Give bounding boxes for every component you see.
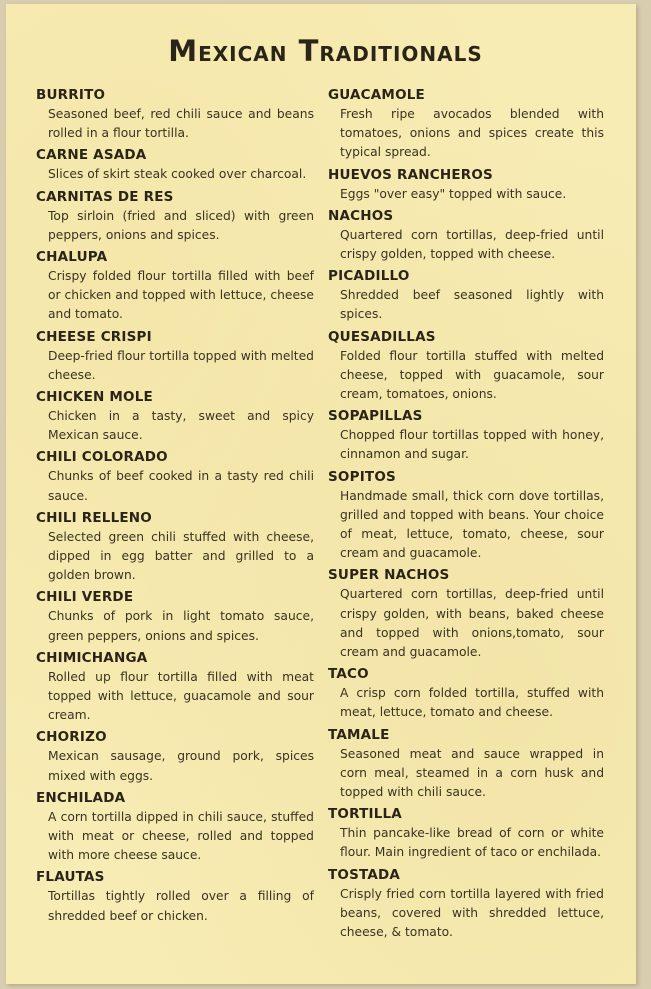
menu-item-name: PICADILLO [328,268,410,285]
menu-item-name: TACO [328,666,369,683]
menu-item-name: CHALUPA [36,249,108,266]
menu-item [36,728,314,785]
menu-item-name: BURRITO [36,87,106,103]
menu-item [328,468,604,564]
menu-item-description: A corn tortilla dipped in chili sauce, stuffed with meat or cheese, rolled and topped with more cheese sauce. [48,809,314,863]
menu-item [36,86,314,143]
menu-item-name: CHILI VERDE [36,589,134,606]
menu-item-name: TOSTADA [328,866,401,883]
menu-item-description: Chunks of beef cooked in a tasty red chili sauce. [48,469,314,503]
menu-item-name: SOPAPILLAS [328,408,423,425]
menu-item [36,649,314,726]
menu-item-description: Chunks of pork in light tomato sauce, green peppers, onions and spices. [48,609,314,643]
menu-item [36,146,314,184]
menu-item-description: Eggs "over easy" topped with sauce. [340,186,567,201]
menu-item [328,866,604,943]
menu-item-description: Folded flour tortilla stuffed with melted cheese, topped with guacamole, sour cream, tomatoes, onions. [340,348,604,402]
menu-item-name: HUEVOS RANCHEROS [328,166,493,183]
menu-item [328,166,604,204]
menu-item-description: Chicken in a tasty, sweet and spicy Mexican sauce. [48,409,314,443]
menu-item-description: Handmade small, thick corn dove tortillas, grilled and topped with beans. Your choice of meat, lettuce, tomato, cheese, sour cream and guacamole. [340,488,604,561]
menu-item-description: Quartered corn tortillas, deep-fried until crispy golden, topped with cheese. [340,227,604,262]
menu-item-name: NACHOS [328,207,394,224]
menu-item-description: Shredded beef seasoned lightly with spices. [340,288,604,322]
menu-item [36,328,314,385]
menu-item-name: FLAUTAS [36,869,105,886]
menu-item [36,509,314,586]
menu-item-name: QUESADILLAS [328,328,436,345]
menu-item-description: Seasoned beef, red chili sauce and beans rolled in a flour tortilla. [48,107,314,141]
menu-item [328,805,604,862]
menu-item-description: Crispy folded flour tortilla filled with beef or chicken and topped with lettuce, cheese and tomato. [48,269,314,322]
menu-item [36,588,314,645]
menu-item [328,328,604,405]
menu-item-description: Mexican sausage, ground pork, spices mixed with eggs. [48,749,314,783]
menu-item-name: CHEESE CRISPI [36,328,152,345]
menu-item-description: Chopped flour tortillas topped with honey, cinnamon and sugar. [340,428,604,462]
menu-item-description: Fresh ripe avocados blended with tomatoes, onions and spices create this typical spread. [340,107,604,160]
menu-item [36,448,314,505]
menu-item [328,207,604,264]
menu-item [328,267,604,324]
menu-item-name: SOPITOS [328,468,396,485]
menu-item-description: Tortillas tightly rolled over a filling of shredded beef or chicken. [48,889,314,923]
menu-column-left [36,86,314,929]
menu-item-description: Crisply fried corn tortilla layered with fried beans, covered with shredded lettuce, cheese, & tomato. [340,886,604,940]
menu-item-description: Thin pancake-like bread of corn or white flour. Main ingredient of taco or enchilada. [340,826,604,860]
menu-item-description: Deep-fried flour tortilla topped with melted cheese. [48,348,314,382]
menu-item-description: A crisp corn folded tortilla, stuffed with meat, lettuce, tomato and cheese. [340,686,604,720]
menu-item [36,188,314,245]
menu-item [328,407,604,464]
menu-item-name: CHORIZO [36,729,107,746]
menu-item [36,248,314,325]
menu-item [328,665,604,722]
menu-item [36,868,314,925]
menu-item-name: TORTILLA [328,806,402,823]
menu-item-name: CHICKEN MOLE [36,389,153,406]
menu-item-name: TAMALE [328,726,390,743]
menu-item-description: Slices of skirt steak cooked over charcoal. [48,167,307,182]
menu-item-name: CHILI RELLENO [36,509,152,526]
menu-item-name: ENCHILADA [36,789,126,806]
menu-item-name: CHILI COLORADO [36,449,168,466]
menu-item-description: Top sirloin (fried and sliced) with green peppers, onions and spices. [48,208,314,242]
menu-item [36,388,314,445]
menu-item-description: Seasoned meat and sauce wrapped in corn meal, steamed in a corn husk and topped with chili sauce. [340,746,604,800]
menu-item-description: Selected green chili stuffed with cheese, dipped in egg batter and grilled to a golden brown. [48,529,314,583]
menu-title: Mexican Traditionals [168,34,483,68]
menu-item [36,789,314,866]
menu-item-name: CHIMICHANGA [36,649,148,666]
menu-item-name: GUACAMOLE [328,87,425,103]
menu-item [328,566,604,662]
menu-item [328,86,604,163]
menu-item-description: Rolled up flour tortilla filled with meat topped with lettuce, guacamole and sour cream. [48,669,314,723]
menu-item [328,726,604,803]
menu-item-description: Quartered corn tortillas, deep-fried until crispy golden, with beans, baked cheese and topped with onions,tomato, sour cream and guacamole. [340,587,604,660]
menu-column-right [328,86,604,945]
menu-item-name: SUPER NACHOS [328,567,450,584]
menu-item-name: CARNE ASADA [36,147,147,164]
menu-item-name: CARNITAS DE RES [36,188,174,205]
